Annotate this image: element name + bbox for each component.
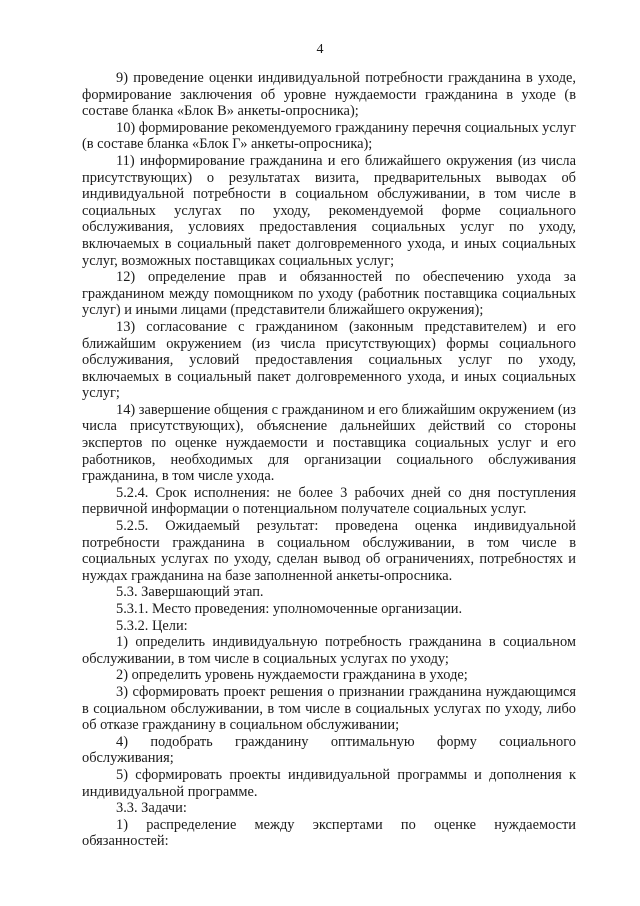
goal-item-3: 3) сформировать проект решения о признании гражданина нуждающимся в социальном обслуживании, в том числе в социальных услугах по уходу, либо об отказе гражданину в социальном обслуживании; [82, 683, 576, 734]
page-number: 4 [316, 42, 324, 57]
section-5-3-1: 5.3.1. Место проведения: уполномоченные организации. [116, 601, 463, 617]
section-5-3-2-heading: 5.3.2. Цели: [116, 617, 188, 634]
goal-item-2: 2) определить уровень нуждаемости гражданина в уходе; [116, 667, 468, 684]
list-item-13: 13) согласование с гражданином (законным представителем) и его ближайшим окружением (из числа присутствующих) формы социального обслуживания, условий предоставления социальных услуг по уходу, включаемых в социальный пакет долговременного ухода, и иных социальных услуг; [82, 318, 576, 402]
section-5-2-4: 5.2.4. Срок исполнения: не более 3 рабочих дней со дня поступления первичной информации о потенциальном получателе социальных услуг. [82, 484, 576, 518]
goal-item-4: 4) подобрать гражданину оптимальную форму социального обслуживания; [82, 733, 576, 767]
section-5-3-heading: 5.3. Завершающий этап. [116, 584, 264, 601]
task-item-1: 1) распределение между экспертами по оценке нуждаемости обязанностей: [82, 816, 576, 850]
goal-item-1: 1) определить индивидуальную потребность гражданина в социальном обслуживании, в том числе в социальных услугах по уходу; [82, 634, 576, 667]
section-5-2-5: 5.2.5. Ожидаемый результат: проведена оценка индивидуальной потребности гражданина в социальном обслуживании, в том числе в социальных услугах по уходу, сделан вывод об ограничениях, потребностях и нуждах гражданина на базе заполненной анкеты-опросника. [82, 518, 576, 584]
list-item-12: 12) определение прав и обязанностей по обеспечению ухода за гражданином между помощником по уходу (работник поставщика социальных услуг) и иными лицами (представители ближайшего окружения); [82, 269, 576, 319]
goal-item-5: 5) сформировать проекты индивидуальной программы и дополнения к индивидуальной программе. [82, 766, 576, 800]
section-3-3-heading: 3.3. Задачи: [116, 800, 187, 817]
list-item-9: 9) проведение оценки индивидуальной потребности гражданина в уходе, формирование заключения об уровне нуждаемости гражданина в уходе (в составе бланка «Блок В» анкеты-опросника); [82, 70, 576, 120]
list-item-11: 11) информирование гражданина и его ближайшего окружения (из числа присутствующих) о результатах визита, предварительных выводах об индивидуальной потребности в социальном обслуживании, в том числе в социальных услугах по уходу, рекомендуемой форме социального обслуживания, условиях предоставления социальных услуг по уходу, включаемых в социальный пакет долговременного ухода, и иных социальных услуг, возможных поставщиках социальных услуг; [82, 152, 576, 269]
list-item-10: 10) формирование рекомендуемого гражданину перечня социальных услуг (в составе бланка «Блок Г» анкеты-опросника); [82, 119, 576, 153]
list-item-14: 14) завершение общения с гражданином и его ближайшим окружением (из числа присутствующих), объяснение дальнейших действий со стороны экспертов по оценке нуждаемости и поставщика социальных услуг и его работников, необходимых для организации социального обслуживания гражданина, в том числе ухода. [82, 401, 576, 485]
document-body [82, 70, 576, 850]
